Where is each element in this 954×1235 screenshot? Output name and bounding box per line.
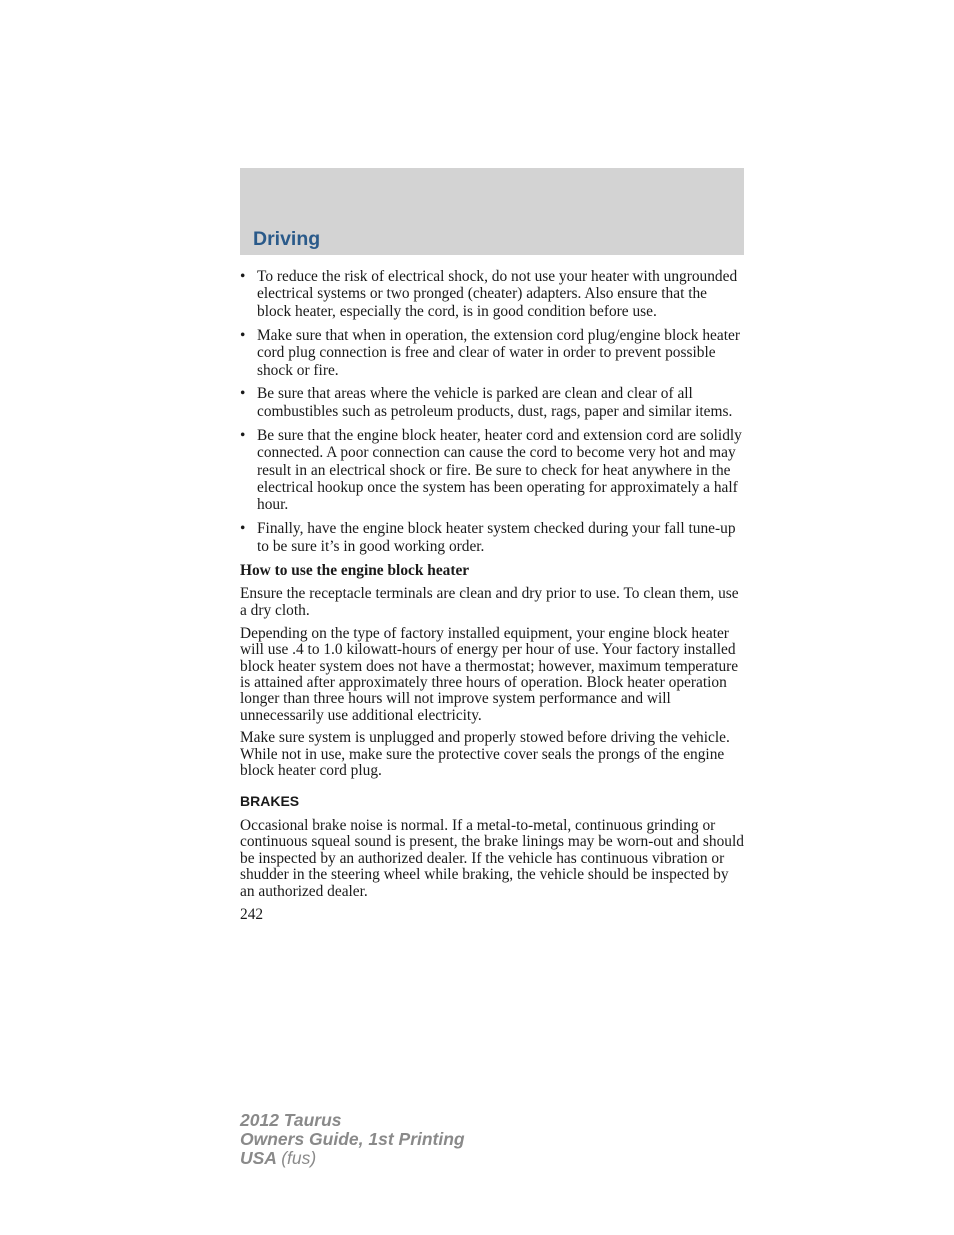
footer-guide-line: Owners Guide, 1st Printing <box>240 1129 465 1149</box>
list-item-text: To reduce the risk of electrical shock, do not use your heater with ungrounded electrical systems or two pronged (cheater) adapters. Also ensure that the block heater, especially the cord, is in good condition before use. <box>257 268 738 320</box>
how-to-paragraph-energy: Depending on the type of factory installed equipment, your engine block heater will use .4 to 1.0 kilowatt-hours of energy per hour of use. Your factory installed block heater system does not have a thermostat; however, maximum temperature is attained after approximately three hours of operation. Block heater operation longer than three hours will not improve system performance and will unnecessarily use additional electricity. <box>240 624 739 724</box>
section-header-band <box>240 168 744 255</box>
brakes-paragraph: Occasional brake noise is normal. If a metal-to-metal, continuous grinding or continuous squeal sound is present, the brake linings may be worn-out and should be inspected by an authorized dealer. If the vehicle has continuous vibration or shudder in the steering wheel while braking, the vehicle should be inspected by an authorized dealer. <box>240 816 744 900</box>
how-to-paragraph-clean: Ensure the receptacle terminals are clean and dry prior to use. To clean them, use a dry cloth. <box>240 585 739 620</box>
bullet-symbol: • <box>240 385 246 403</box>
list-item <box>240 268 745 320</box>
footer-model-line: 2012 Taurus <box>240 1110 342 1130</box>
how-to-paragraph-unplug: Make sure system is unplugged and properly stowed before driving the vehicle. While not in use, make sure the protective cover seals the prongs of the engine block heater cord plug. <box>240 729 730 780</box>
bullet-symbol: • <box>240 326 246 344</box>
list-item-text: Finally, have the engine block heater system checked during your fall tune-up to be sure it’s in good working order. <box>257 520 736 555</box>
list-item <box>240 385 745 420</box>
page-number: 242 <box>240 905 264 923</box>
bullet-symbol: • <box>240 426 246 444</box>
section-title: Driving <box>253 228 321 250</box>
list-item-text: Be sure that the engine block heater, heater cord and extension cord are solidly connected. A poor connection can cause the cord to become very hot and may result in an electrical shock or fire. Be sure to check for heat anywhere in the electrical hookup once the system has been operating for approximately a half hour. <box>257 426 742 514</box>
bullet-symbol: • <box>240 268 246 285</box>
footer-region-line <box>240 1149 465 1168</box>
document-footer <box>240 1111 465 1168</box>
list-item-text: Make sure that when in operation, the extension cord plug/engine block heater cord plug connection is free and clear of water in order to prevent possible shock or fire. <box>257 326 740 379</box>
brakes-heading: BRAKES <box>240 793 300 810</box>
bullet-symbol: • <box>240 520 246 538</box>
page-content <box>240 268 745 923</box>
footer-region-code: (fus) <box>281 1148 317 1168</box>
footer-region: USA <box>240 1148 277 1168</box>
list-item <box>240 520 745 555</box>
list-item <box>240 427 745 514</box>
list-item <box>240 327 745 379</box>
how-to-heading: How to use the engine block heater <box>240 561 470 579</box>
list-item-text: Be sure that areas where the vehicle is parked are clean and clear of all combustibles such as petroleum products, dust, rags, paper and similar items. <box>257 385 733 420</box>
safety-bullet-list <box>240 268 745 555</box>
